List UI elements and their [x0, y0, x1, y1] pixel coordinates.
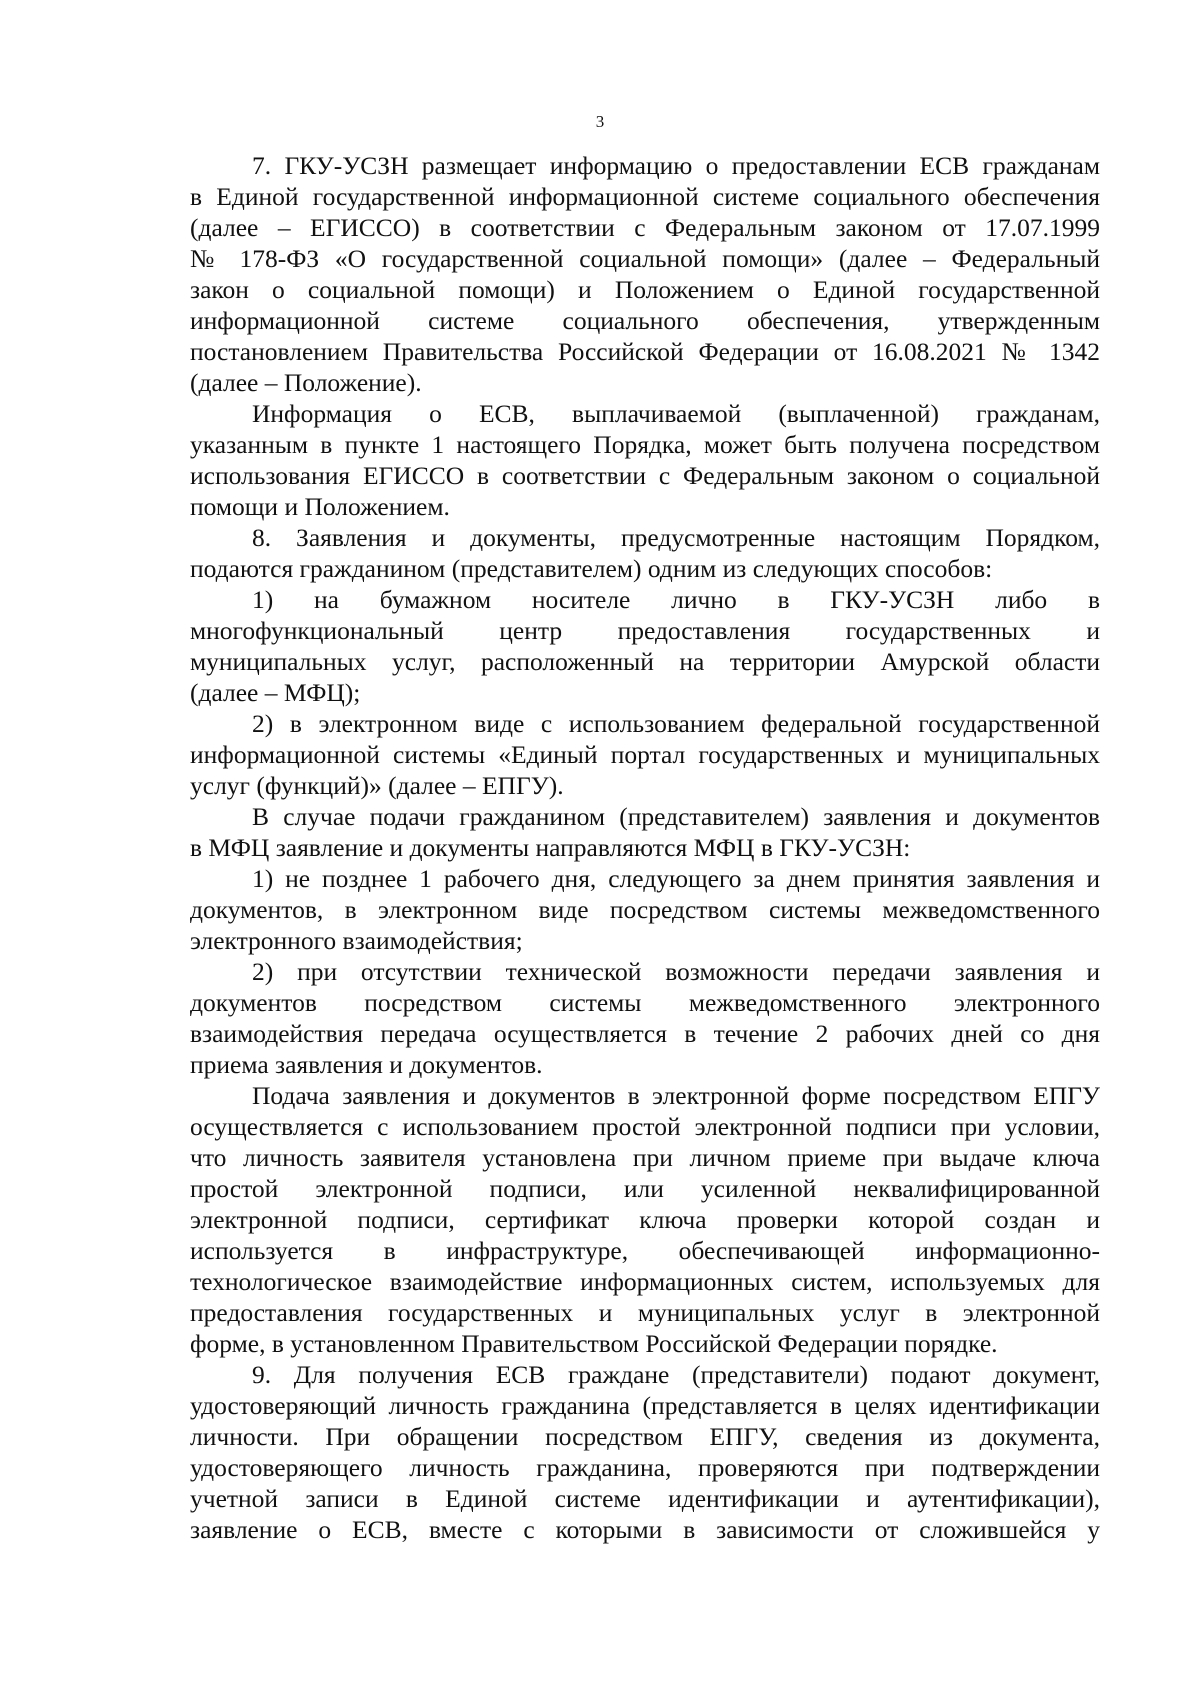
- text-line: многофункциональный центр предоставления государственных и: [190, 616, 1100, 645]
- document-body: [190, 150, 1100, 1545]
- text-line: приема заявления и документов.: [190, 1050, 543, 1079]
- text-line: 1) не позднее 1 рабочего дня, следующего за днем принятия заявления и: [252, 864, 1100, 893]
- paragraph-p8-mfc-1: [190, 863, 1100, 956]
- text-line: В случае подачи гражданином (представителем) заявления и документов: [252, 802, 1100, 831]
- text-line: информационной системы «Единый портал государственных и муниципальных: [190, 740, 1100, 769]
- text-line: (далее – МФЦ);: [190, 678, 361, 707]
- text-line: электронного взаимодействия;: [190, 926, 523, 955]
- paragraph-p7-info: [190, 398, 1100, 522]
- text-line: № 178-ФЗ «О государственной социальной помощи» (далее – Федеральный: [190, 244, 1100, 273]
- paragraph-p9: [190, 1359, 1100, 1545]
- text-line: документов посредством системы межведомственного электронного: [190, 988, 1100, 1017]
- text-line: простой электронной подписи, или усиленной неквалифицированной: [190, 1174, 1100, 1203]
- text-line: 8. Заявления и документы, предусмотренные настоящим Порядком,: [252, 523, 1100, 552]
- text-line: электронной подписи, сертификат ключа проверки которой создан и: [190, 1205, 1100, 1234]
- text-line: используется в инфраструктуре, обеспечивающей информационно-: [190, 1236, 1100, 1265]
- paragraph-p8-2: [190, 708, 1100, 801]
- text-line: документов, в электронном виде посредством системы межведомственного: [190, 895, 1100, 924]
- text-line: (далее – ЕГИССО) в соответствии с Федеральным законом от 17.07.1999: [190, 213, 1100, 242]
- paragraph-p8-mfc: [190, 801, 1100, 863]
- text-line: (далее – Положение).: [190, 368, 422, 397]
- text-line: предоставления государственных и муниципальных услуг в электронной: [190, 1298, 1100, 1327]
- text-line: 7. ГКУ-УСЗН размещает информацию о предоставлении ЕСВ гражданам: [252, 151, 1100, 180]
- text-line: 2) в электронном виде с использованием федеральной государственной: [252, 709, 1100, 738]
- text-line: 9. Для получения ЕСВ граждане (представители) подают документ,: [252, 1360, 1100, 1389]
- text-line: удостоверяющего личность гражданина, проверяются при подтверждении: [190, 1453, 1100, 1482]
- text-line: закон о социальной помощи) и Положением о Единой государственной: [190, 275, 1100, 304]
- text-line: информационной системе социального обеспечения, утвержденным: [190, 306, 1100, 335]
- text-line: взаимодействия передача осуществляется в течение 2 рабочих дней со дня: [190, 1019, 1100, 1048]
- paragraph-p7: [190, 150, 1100, 398]
- paragraph-p8-mfc-2: [190, 956, 1100, 1080]
- text-line: постановлением Правительства Российской Федерации от 16.08.2021 № 1342: [190, 337, 1100, 366]
- paragraph-p8: [190, 522, 1100, 584]
- text-line: услуг (функций)» (далее – ЕПГУ).: [190, 771, 564, 800]
- text-line: учетной записи в Единой системе идентификации и аутентификации),: [190, 1484, 1100, 1513]
- text-line: удостоверяющий личность гражданина (представляется в целях идентификации: [190, 1391, 1100, 1420]
- text-line: осуществляется с использованием простой электронной подписи при условии,: [190, 1112, 1100, 1141]
- text-line: технологическое взаимодействие информационных систем, используемых для: [190, 1267, 1100, 1296]
- text-line: муниципальных услуг, расположенный на территории Амурской области: [190, 647, 1100, 676]
- text-line: в Единой государственной информационной системе социального обеспечения: [190, 182, 1100, 211]
- text-line: Информация о ЕСВ, выплачиваемой (выплаченной) гражданам,: [252, 399, 1100, 428]
- text-line: форме, в установленном Правительством Российской Федерации порядке.: [190, 1329, 998, 1358]
- text-line: использования ЕГИССО в соответствии с Федеральным законом о социальной: [190, 461, 1100, 490]
- paragraph-p8-1: [190, 584, 1100, 708]
- text-line: личности. При обращении посредством ЕПГУ, сведения из документа,: [190, 1422, 1100, 1451]
- text-line: подаются гражданином (представителем) одним из следующих способов:: [190, 554, 993, 583]
- text-line: заявление о ЕСВ, вместе с которыми в зависимости от сложившейся у: [190, 1515, 1100, 1544]
- text-line: 1) на бумажном носителе лично в ГКУ-УСЗН либо в: [252, 585, 1100, 614]
- page-number: 3: [595, 112, 605, 131]
- text-line: Подача заявления и документов в электронной форме посредством ЕПГУ: [252, 1081, 1100, 1110]
- text-line: указанным в пункте 1 настоящего Порядка, может быть получена посредством: [190, 430, 1100, 459]
- text-line: помощи и Положением.: [190, 492, 450, 521]
- paragraph-p8-epgu: [190, 1080, 1100, 1359]
- text-line: в МФЦ заявление и документы направляются МФЦ в ГКУ-УСЗН:: [190, 833, 911, 862]
- text-line: что личность заявителя установлена при личном приеме при выдаче ключа: [190, 1143, 1100, 1172]
- text-line: 2) при отсутствии технической возможности передачи заявления и: [252, 957, 1100, 986]
